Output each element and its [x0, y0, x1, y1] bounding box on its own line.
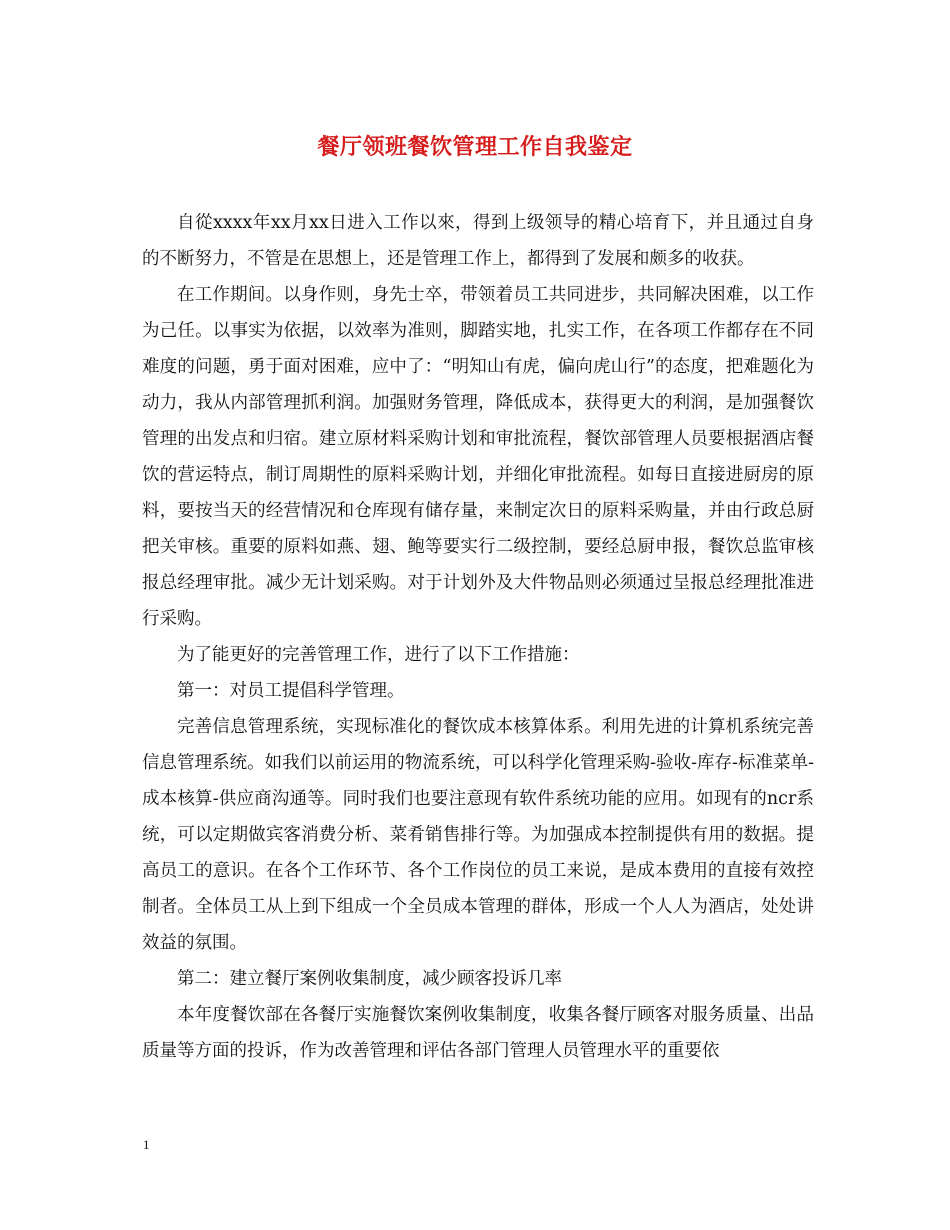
- paragraph: 第一：对员工提倡科学管理。: [177, 681, 405, 701]
- paragraph: 完善信息管理系统，实现标准化的餐饮成本核算体系。利用先进的计算机系统完善信息管理系统。如我们以前运用的物流系统，可以科学化管理采购-验收-库存-标准菜单-成本核算-供应商沟通等。同时我们也要注意现有软件系统功能的应用。如现有的ncr系统，可以定期做宾客消费分析、菜肴销售排行等。为加强成本控制提供有用的数据。提高员工的意识。在各个工作环节、各个工作岗位的员工来说，是成本费用的直接有效控制者。全体员工从上到下组成一个全员成本管理的群体，形成一个人人为酒店，处处讲效益的氛围。: [142, 717, 814, 953]
- document-title: 餐厅领班餐饮管理工作自我鉴定: [317, 135, 633, 160]
- paragraph: 在工作期间。以身作则，身先士卒，带领着员工共同进步，共同解决困难，以工作为己任。以事实为依据，以效率为准则，脚踏实地，扎实工作，在各项工作都存在不同难度的问题，勇于面对困难，应中了：“明知山有虎，偏向虎山行”的态度，把难题化为动力，我从内部管理抓利润。加强财务管理，降低成本，获得更大的利润，是加强餐饮管理的出发点和归宿。建立原材料采购计划和审批流程，餐饮部管理人员要根据酒店餐饮的营运特点，制订周期性的原料采购计划，并细化审批流程。如每日直接进厨房的原料，要按当天的经营情况和仓库现有储存量，来制定次日的原料采购量，并由行政总厨把关审核。重要的原料如燕、翅、鲍等要实行二级控制，要经总厨申报，餐饮总监审核报总经理审批。减少无计划采购。对于计划外及大件物品则必须通过呈报总经理批准进行采购。: [142, 285, 814, 629]
- document-body: [142, 205, 814, 1069]
- paragraph: 第二：建立餐厅案例收集制度，减少顾客投诉几率: [177, 969, 562, 989]
- page-number: 1: [143, 1137, 150, 1152]
- paragraph: 本年度餐饮部在各餐厅实施餐饮案例收集制度，收集各餐厅顾客对服务质量、出品质量等方面的投诉，作为改善管理和评估各部门管理人员管理水平的重要依: [142, 1005, 814, 1061]
- paragraph: 自從xxxx年xx月xx日进入工作以來，得到上级领导的精心培育下，并且通过自身的不断努力，不管是在思想上，还是管理工作上，都得到了发展和颇多的收获。: [142, 213, 814, 269]
- paragraph: 为了能更好的完善管理工作，进行了以下工作措施：: [177, 645, 580, 665]
